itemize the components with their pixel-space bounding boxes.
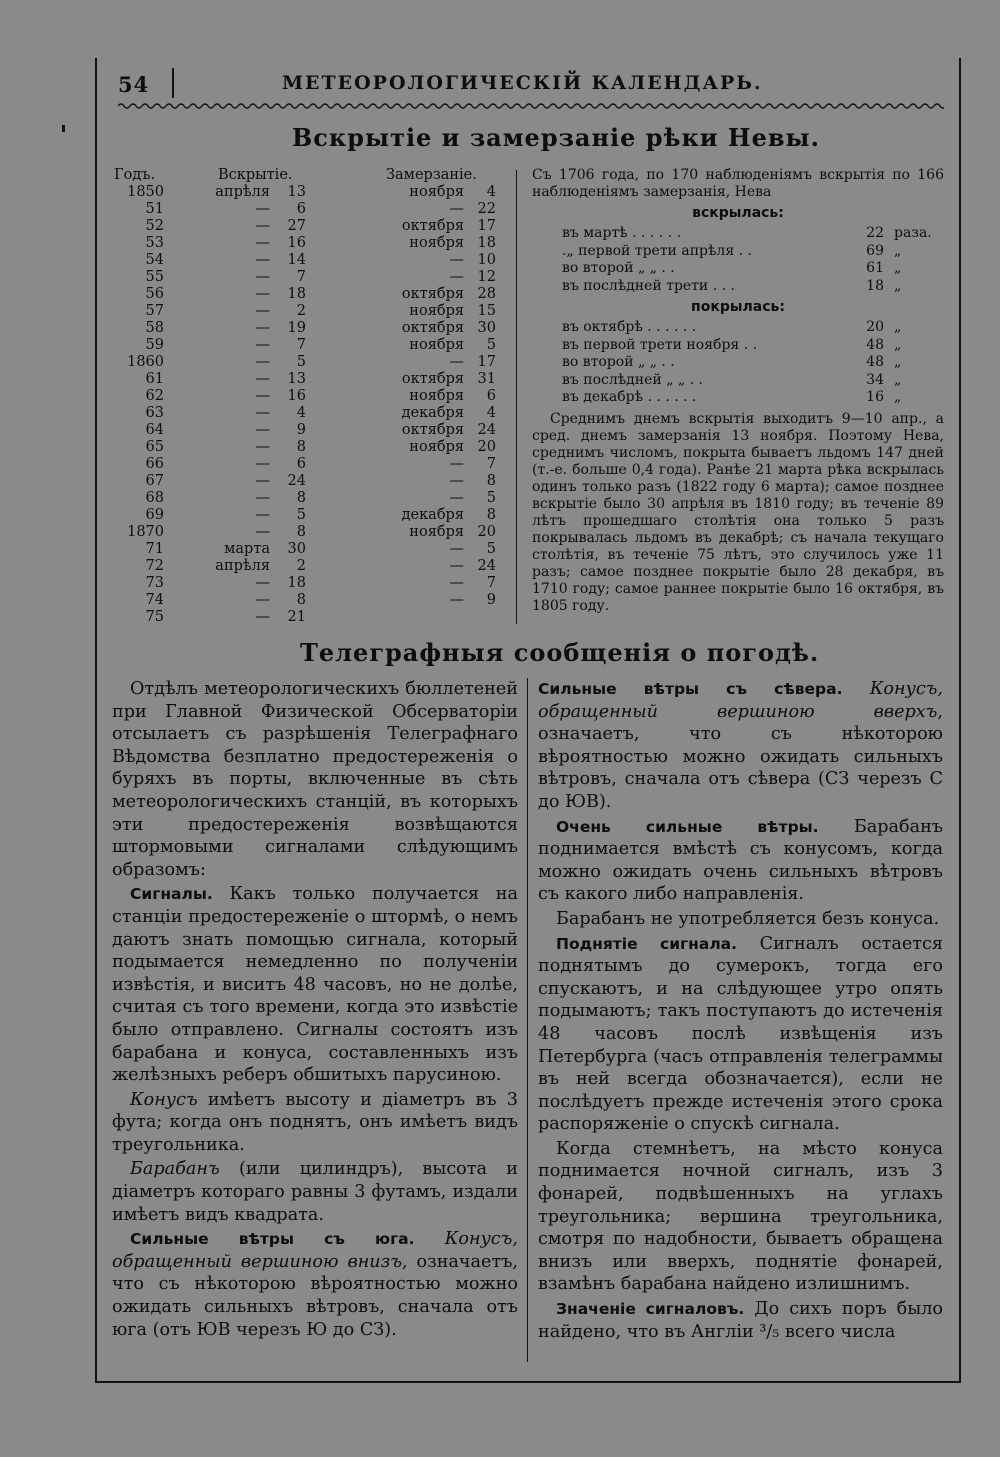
- opening-day-cell: 4: [296, 405, 306, 421]
- table-row: [112, 558, 502, 575]
- freezing-day-cell: 20: [477, 524, 496, 540]
- meaning-heading: Значеніе сигналовъ.: [556, 1300, 745, 1319]
- list-item-unit: „: [894, 389, 902, 405]
- south-winds-text: , означаетъ, что съ нѣкоторою вѣроятностью можно ожидать сильныхъ вѣтровъ, сначала отъ юга (отъ ЮВ черезъ Ю до СЗ).: [112, 1251, 518, 1340]
- table-row: [112, 354, 502, 371]
- table-header-row: [112, 167, 502, 184]
- year-cell: 54: [145, 252, 164, 268]
- list-item-label: въ мартѣ . . . . . .: [562, 225, 682, 241]
- freezing-day-cell: 8: [486, 473, 496, 489]
- ink-speck: [62, 125, 65, 132]
- table-row: [112, 388, 502, 405]
- right-para-1: [538, 678, 943, 814]
- freezing-day-cell: 22: [477, 201, 496, 217]
- freezing-month-cell: декабря: [401, 507, 464, 523]
- freezing-month-cell: —: [449, 575, 464, 591]
- freezing-month-cell: —: [449, 269, 464, 285]
- year-cell: 73: [145, 575, 164, 591]
- year-cell: 65: [145, 439, 164, 455]
- opening-month-cell: —: [255, 388, 270, 404]
- right-para-3: Барабанъ не употребляется безъ конуса.: [556, 908, 940, 929]
- page-number-bracket: [168, 68, 174, 98]
- opening-month-cell: марта: [224, 541, 270, 557]
- signals-text: Какъ только получается на станціи предостереженіе о штормѣ, о немъ даютъ знать помощью сигнала, который подымается немедленно по полученіи извѣстія, и виситъ 48 часовъ, но не долѣе, считая съ того времени, когда это извѣстіе было отправлено. Сигналы состоятъ изъ барабана и конуса, составленныхъ изъ желѣзныхъ реберъ обшитыхъ парусиною.: [112, 884, 518, 1086]
- list-item-label: въ послѣдней „ „ . .: [562, 371, 703, 388]
- south-winds-italic: Конусъ, обращенный вершиною внизъ: [112, 1229, 518, 1272]
- list-item-value: 69: [866, 242, 884, 259]
- opening-month-cell: —: [255, 473, 270, 489]
- opening-day-cell: 8: [296, 524, 306, 540]
- covered-heading: покрылась:: [691, 299, 785, 315]
- year-cell: 61: [145, 371, 164, 387]
- north-winds-text: , означаетъ, что съ нѣкоторою вѣроятностью можно ожидать сильныхъ вѣтровъ, сначала отъ сѣвера (СЗ черезъ С до ЮВ).: [538, 701, 943, 812]
- freezing-day-cell: 18: [477, 235, 496, 251]
- year-cell: 52: [145, 218, 164, 234]
- list-item-label: въ декабрѣ . . . . . .: [562, 389, 697, 405]
- telegraph-divider: [527, 678, 528, 1362]
- freezing-day-cell: 5: [486, 490, 496, 506]
- list-item-value: 48: [866, 336, 884, 353]
- opening-day-cell: 8: [296, 439, 306, 455]
- opening-day-cell: 5: [296, 507, 306, 523]
- opened-heading: вскрылась:: [692, 205, 784, 221]
- opening-month-cell: —: [255, 609, 270, 625]
- opening-day-cell: 7: [296, 269, 306, 285]
- neva-summary: Среднимъ днемъ вскрытія выходитъ 9—10 апр., а сред. днемъ замерзанія 13 ноября. Поэтому Нева, среднимъ числомъ, покрыта бываетъ льдомъ 147 дней (т.-е. больше 0,4 года). Ранѣе 21 марта рѣка вскрылась одинъ только разъ (1822 году 6 марта); самое позднее вскрытіе было 30 апрѣля въ 1810 году; въ теченіе 89 лѣтъ прошедшаго столѣтія она только 5 разъ покрывалась льдомъ въ декабрѣ; съ начала текущаго столѣтія, въ теченіе 75 лѣтъ, это случилось уже 11 разъ; самое позднее покрытіе было 28 декабря, въ 1710 году; самое раннее покрытіе было 16 октября, въ 1805 году.: [532, 410, 944, 614]
- opening-day-cell: 16: [287, 235, 306, 251]
- opening-month-cell: —: [255, 354, 270, 370]
- freezing-day-cell: 15: [477, 303, 496, 319]
- list-item: [532, 372, 944, 390]
- freezing-day-cell: 31: [477, 371, 496, 387]
- opening-month-cell: —: [255, 286, 270, 302]
- opening-month-cell: —: [255, 456, 270, 472]
- freezing-month-cell: ноября: [409, 303, 464, 319]
- opening-month-cell: —: [255, 422, 270, 438]
- raising-text: Сигналъ остается поднятымъ до сумерокъ, тогда его спускаютъ, и на слѣдующее утро опять подымаютъ; такъ поступаютъ до истеченія 48 часовъ послѣ извѣщенія изъ Петербурга (часъ отправленія телеграммы въ ней всегда обозначается), если не послѣдуетъ прежде истеченія этого срока распоряженіе о спускѣ сигнала.: [538, 933, 943, 1135]
- list-item: [532, 389, 944, 407]
- col-year-header: Годъ.: [114, 167, 156, 183]
- table-row: [112, 320, 502, 337]
- left-para-2: [112, 883, 518, 1086]
- opening-day-cell: 5: [296, 354, 306, 370]
- meaning-text: До сихъ поръ было найдено, что въ Англіи ³/₅ всего числа: [538, 1299, 943, 1342]
- freezing-month-cell: ноября: [409, 184, 464, 200]
- list-item-label: въ первой трети ноября . .: [562, 336, 758, 353]
- table-row: [112, 507, 502, 524]
- right-para-4: [538, 933, 943, 1136]
- opening-day-cell: 13: [287, 184, 306, 200]
- opening-day-cell: 8: [296, 490, 306, 506]
- freezing-month-cell: ноября: [409, 439, 464, 455]
- year-cell: 57: [145, 303, 164, 319]
- year-cell: 64: [145, 422, 164, 438]
- year-cell: 1850: [127, 184, 164, 200]
- very-strong-text: Барабанъ поднимается вмѣстѣ съ конусомъ, когда можно ожидать очень сильныхъ вѣтровъ съ какого либо направленія.: [538, 816, 943, 905]
- freezing-month-cell: октября: [401, 371, 464, 387]
- freezing-month-cell: —: [449, 558, 464, 574]
- freezing-day-cell: 4: [486, 405, 496, 421]
- opening-month-cell: —: [255, 269, 270, 285]
- list-item-unit: „: [894, 336, 902, 353]
- opening-day-cell: 13: [287, 371, 306, 387]
- freezing-day-cell: 10: [477, 252, 496, 268]
- opening-day-cell: 19: [287, 320, 306, 336]
- year-cell: 67: [145, 473, 164, 489]
- table-row: [112, 405, 502, 422]
- opening-month-cell: —: [255, 439, 270, 455]
- freezing-month-cell: —: [449, 354, 464, 370]
- table-row: [112, 422, 502, 439]
- telegraph-right-column: [538, 678, 943, 1345]
- south-winds-heading: Сильные вѣтры съ юга.: [130, 1230, 415, 1249]
- freezing-month-cell: —: [449, 541, 464, 557]
- column-divider: [516, 170, 517, 624]
- freezing-day-cell: 28: [477, 286, 496, 302]
- opening-month-cell: —: [255, 320, 270, 336]
- raising-heading: Поднятіе сигнала.: [556, 934, 738, 953]
- year-cell: 55: [145, 269, 164, 285]
- year-cell: 62: [145, 388, 164, 404]
- opening-day-cell: 2: [296, 303, 306, 319]
- year-cell: 69: [145, 507, 164, 523]
- freezing-day-cell: 24: [477, 422, 496, 438]
- opening-day-cell: 8: [296, 592, 306, 608]
- wavy-rule: [118, 101, 944, 111]
- freezing-month-cell: —: [449, 473, 464, 489]
- list-item-label: во второй „ „ . .: [562, 260, 675, 276]
- freezing-day-cell: 5: [486, 541, 496, 557]
- year-cell: 53: [145, 235, 164, 251]
- left-para-5: [112, 1228, 518, 1341]
- list-item-unit: раза.: [894, 225, 932, 241]
- year-cell: 1870: [127, 524, 164, 540]
- year-cell: 1860: [127, 354, 164, 370]
- table-row: [112, 490, 502, 507]
- freezing-month-cell: ноября: [409, 524, 464, 540]
- neva-title: Вскрытіе и замерзаніе рѣки Невы.: [292, 123, 820, 152]
- list-item-value: 48: [866, 354, 884, 370]
- opening-month-cell: —: [255, 218, 270, 234]
- year-cell: 74: [145, 592, 164, 608]
- freezing-month-cell: —: [449, 201, 464, 217]
- freezing-month-cell: —: [449, 490, 464, 506]
- north-winds-italic: Конусъ, обращенный вершиною вверхъ: [538, 679, 943, 722]
- year-cell: 59: [145, 337, 164, 353]
- table-row: [112, 269, 502, 286]
- freezing-month-cell: октября: [401, 218, 464, 234]
- opening-month-cell: —: [255, 405, 270, 421]
- opening-day-cell: 9: [296, 422, 306, 438]
- list-item-label: .„ первой трети апрѣля . .: [562, 242, 752, 259]
- cone-term: Конусъ: [130, 1089, 198, 1110]
- opening-month-cell: —: [255, 524, 270, 540]
- opening-month-cell: —: [255, 337, 270, 353]
- table-row: [112, 609, 502, 626]
- neva-observations: [532, 167, 944, 615]
- freezing-month-cell: октября: [401, 286, 464, 302]
- opening-day-cell: 18: [287, 575, 306, 591]
- list-item: [532, 260, 944, 278]
- list-item: [532, 243, 944, 261]
- freezing-day-cell: 7: [486, 456, 496, 472]
- list-item-unit: „: [894, 371, 902, 388]
- opening-month-cell: —: [255, 507, 270, 523]
- list-item-value: 18: [866, 277, 884, 294]
- freezing-day-cell: 8: [486, 507, 496, 523]
- opening-month-cell: —: [255, 303, 270, 319]
- table-row: [112, 235, 502, 252]
- table-row: [112, 201, 502, 218]
- left-para-4: [112, 1158, 518, 1226]
- year-cell: 58: [145, 320, 164, 336]
- table-row: [112, 592, 502, 609]
- very-strong-heading: Очень сильные вѣтры.: [556, 817, 819, 836]
- list-item-value: 34: [866, 371, 884, 388]
- table-row: [112, 439, 502, 456]
- freezing-month-cell: ноября: [409, 337, 464, 353]
- opening-month-cell: апрѣля: [215, 558, 270, 574]
- table-row: [112, 524, 502, 541]
- neva-table: [112, 167, 502, 626]
- year-cell: 71: [145, 541, 164, 557]
- opening-day-cell: 6: [296, 456, 306, 472]
- page-number: 54: [118, 72, 150, 97]
- list-item-value: 22: [866, 225, 884, 241]
- table-row: [112, 456, 502, 473]
- right-para-2: [538, 816, 943, 906]
- col-freezing-header: Замерзаніе.: [386, 167, 477, 183]
- list-item: [532, 354, 944, 372]
- opening-month-cell: —: [255, 371, 270, 387]
- freezing-day-cell: 12: [477, 269, 496, 285]
- freezing-month-cell: ноября: [409, 235, 464, 251]
- table-row: [112, 473, 502, 490]
- list-item: [532, 225, 944, 243]
- freezing-month-cell: октября: [401, 320, 464, 336]
- left-para-3: [112, 1089, 518, 1157]
- telegraph-left-column: [112, 678, 518, 1343]
- table-row: [112, 286, 502, 303]
- opening-month-cell: —: [255, 235, 270, 251]
- opening-day-cell: 27: [287, 218, 306, 234]
- list-item-label: въ октябрѣ . . . . . .: [562, 319, 697, 335]
- opening-day-cell: 6: [296, 201, 306, 217]
- freezing-day-cell: 5: [486, 337, 496, 353]
- freezing-day-cell: 6: [486, 388, 496, 404]
- table-row: [112, 252, 502, 269]
- right-para-6: [538, 1298, 943, 1343]
- freezing-month-cell: —: [449, 456, 464, 472]
- opening-month-cell: —: [255, 592, 270, 608]
- opening-day-cell: 21: [287, 609, 306, 625]
- table-row: [112, 575, 502, 592]
- list-item-value: 16: [866, 389, 884, 405]
- year-cell: 68: [145, 490, 164, 506]
- covered-list: [532, 319, 944, 407]
- cone-text: имѣетъ высоту и діаметръ въ 3 фута; когда онъ поднятъ, онъ имѣетъ видъ треугольника.: [112, 1089, 518, 1155]
- list-item-value: 20: [866, 319, 884, 335]
- list-item: [532, 337, 944, 355]
- opening-month-cell: —: [255, 490, 270, 506]
- table-row: [112, 184, 502, 201]
- freezing-day-cell: 24: [477, 558, 496, 574]
- list-item-unit: „: [894, 242, 902, 259]
- freezing-day-cell: 4: [486, 184, 496, 200]
- neva-intro: Съ 1706 года, по 170 наблюденіямъ вскрытія по 166 наблюденіямъ замерзанія, Нева: [532, 167, 944, 200]
- list-item-unit: „: [894, 319, 902, 335]
- list-item-unit: „: [894, 277, 902, 294]
- freezing-day-cell: 17: [477, 218, 496, 234]
- list-item-label: въ послѣдней трети . . .: [562, 277, 735, 294]
- freezing-day-cell: 9: [486, 592, 496, 608]
- year-cell: 56: [145, 286, 164, 302]
- table-row: [112, 371, 502, 388]
- year-cell: 75: [145, 609, 164, 625]
- signals-heading: Сигналы.: [130, 885, 213, 904]
- freezing-day-cell: 20: [477, 439, 496, 455]
- opening-month-cell: —: [255, 201, 270, 217]
- year-cell: 66: [145, 456, 164, 472]
- table-row: [112, 218, 502, 235]
- freezing-day-cell: 7: [486, 575, 496, 591]
- list-item: [532, 319, 944, 337]
- list-item-unit: „: [894, 260, 902, 276]
- opening-day-cell: 18: [287, 286, 306, 302]
- freezing-month-cell: —: [449, 592, 464, 608]
- freezing-month-cell: октября: [401, 422, 464, 438]
- freezing-day-cell: 30: [477, 320, 496, 336]
- opening-day-cell: 2: [296, 558, 306, 574]
- right-para-5: Когда стемнѣетъ, на мѣсто конуса поднимается ночной сигналъ, изъ 3 фонарей, подвѣшенныхъ на углахъ треугольника; вершина треугольника, смотря по надобности, бываетъ обращена внизъ или вверхъ, поднятіе фонарей, взамѣнъ барабана найдено излишнимъ.: [538, 1138, 943, 1295]
- opening-month-cell: —: [255, 252, 270, 268]
- year-cell: 51: [145, 201, 164, 217]
- list-item-unit: „: [894, 354, 902, 370]
- running-title: МЕТЕОРОЛОГИЧЕСКІЙ КАЛЕНДАРЬ.: [282, 72, 763, 94]
- telegraph-title: Телеграфныя сообщенія о погодѣ.: [300, 638, 820, 667]
- year-cell: 72: [145, 558, 164, 574]
- list-item-value: 61: [866, 260, 884, 276]
- north-winds-heading: Сильные вѣтры съ сѣвера.: [538, 680, 843, 698]
- opening-day-cell: 14: [287, 252, 306, 268]
- opened-list: [532, 225, 944, 295]
- table-row: [112, 303, 502, 320]
- freezing-month-cell: декабря: [401, 405, 464, 421]
- running-header: [112, 66, 942, 100]
- drum-term: Барабанъ: [130, 1159, 220, 1180]
- list-item-label: во второй „ „ . .: [562, 354, 675, 370]
- opening-day-cell: 24: [287, 473, 306, 489]
- table-row: [112, 541, 502, 558]
- opening-day-cell: 16: [287, 388, 306, 404]
- left-para-1: Отдѣлъ метеорологическихъ бюллетеней при Главной Физической Обсерваторіи отсылаетъ съ разрѣшенія Телеграфнаго Вѣдомства безплатно предостереженія о буряхъ въ порты, включенные въ сѣть метеорологическихъ станцій, въ которыхъ эти предостереженія возвѣщаются штормовыми сигналами слѣдующимъ образомъ:: [112, 679, 518, 880]
- table-row: [112, 337, 502, 354]
- opening-day-cell: 7: [296, 337, 306, 353]
- opening-day-cell: 30: [287, 541, 306, 557]
- list-item: [532, 278, 944, 296]
- drum-text: (или цилиндръ), высота и діаметръ котораго равны 3 футамъ, издали имѣетъ видъ квадрата.: [112, 1159, 518, 1225]
- freezing-day-cell: 17: [477, 354, 496, 370]
- col-opening-header: Вскрытіе.: [218, 167, 293, 183]
- opening-month-cell: апрѣля: [215, 184, 270, 200]
- opening-month-cell: —: [255, 575, 270, 591]
- freezing-month-cell: ноября: [409, 388, 464, 404]
- year-cell: 63: [145, 405, 164, 421]
- freezing-month-cell: —: [449, 252, 464, 268]
